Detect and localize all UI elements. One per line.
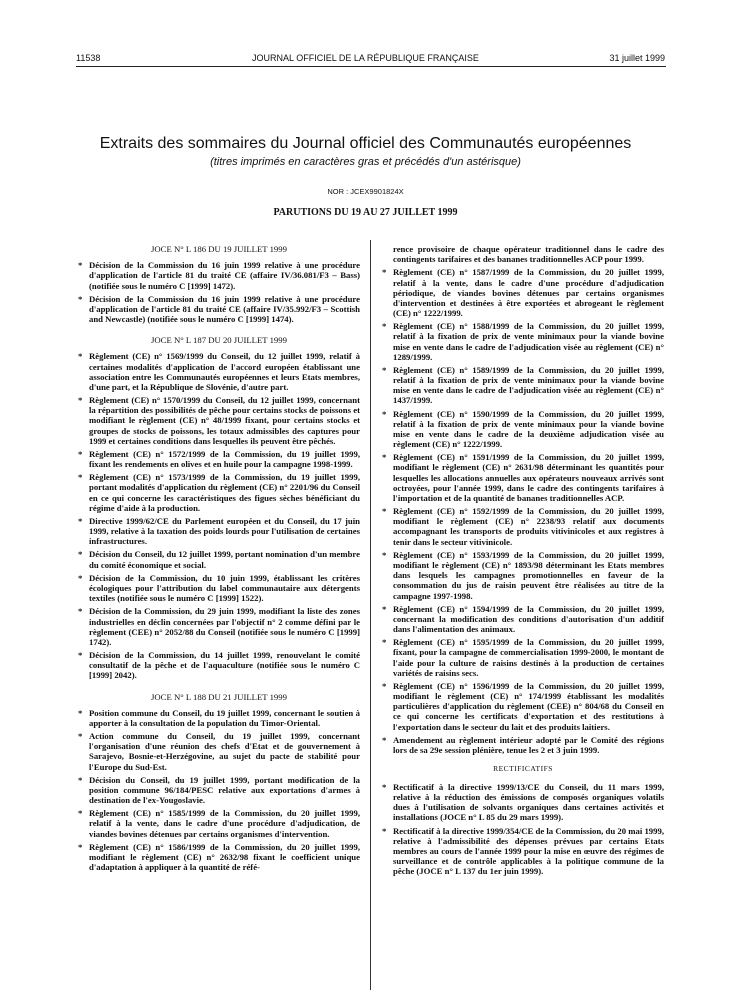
list-item: * Règlement (CE) n° 1587/1999 de la Commission, du 20 juillet 1999, relatif à la vente, dans le cadre d'une procédure d'adjudication périodique, de viandes bovines détenues par certains organismes d'intervention et destinées à être exportées et abrogeant le règlement (CE) n° 1222/1999. — [382, 267, 664, 318]
list-item: * Décision de la Commission, du 14 juillet 1999, renouvelant le comité consultatif de la pêche et de l'aquaculture (notifiée sous le numéro C [1999] 2042). — [78, 650, 360, 681]
section-heading: RECTIFICATIFS — [493, 764, 553, 774]
right-column — [382, 244, 664, 879]
section-heading: JOCE N° L 186 DU 19 JUILLET 1999 — [151, 244, 287, 254]
list-item: * Règlement (CE) n° 1593/1999 de la Commission, du 20 juillet 1999, modifiant le règlement (CE) n° 1893/98 déterminant les Etats membres dans lesquels les campagnes promotionnelles en faveur de la consommation du jus de raisin peuvent être réalisées au titre de la campagne 1997-1998. — [382, 550, 664, 601]
journal-header: JOURNAL OFFICIEL DE LA RÉPUBLIQUE FRANÇAISE — [252, 53, 479, 63]
section-heading: JOCE N° L 187 DU 20 JUILLET 1999 — [151, 335, 287, 346]
list-item: * Amendement au règlement intérieur adopté par le Comité des régions lors de sa 29e session plénière, tenue les 2 et 3 juin 1999. — [382, 735, 664, 755]
section-heading: JOCE N° L 188 DU 21 JUILLET 1999 — [151, 691, 287, 702]
list-item: * Règlement (CE) n° 1589/1999 de la Commission, du 20 juillet 1999, relatif à la fixation de prix de vente minimaux pour la viande bovine mise en vente dans le cadre de l'adjudication visée au règlement (CE) n° 1437/1999. — [382, 365, 664, 406]
list-item: * Règlement (CE) n° 1588/1999 de la Commission, du 20 juillet 1999, relatif à la fixation de prix de vente minimaux pour la viande bovine mise en vente dans le cadre de l'adjudication visée au règlement (CE) n° 1289/1999. — [382, 321, 664, 362]
left-column — [78, 244, 360, 875]
list-item: * Décision du Conseil, du 12 juillet 1999, portant nomination d'un membre du comité économique et social. — [78, 549, 360, 569]
list-item: * Rectificatif à la directive 1999/354/CE de la Commission, du 20 mai 1999, relative à l'admissibilité des dépenses prévues par certains Etats membres au cours de l'année 1999 pour la mise en œuvre des régimes de surveillance et de contrôle applicables à la politique commune de la pêche (JOCE n° L 137 du 1er juin 1999). — [382, 826, 664, 877]
page-title: Extraits des sommaires du Journal officiel des Communautés européennes — [99, 135, 632, 152]
page-number: 11538 — [76, 53, 101, 63]
list-item: * Rectificatif à la directive 1999/13/CE du Conseil, du 11 mars 1999, relative à la réduction des émissions de composés organiques volatils dues à l'utilisation de solvants organiques dans certaines activités et installations (JOCE n° L 85 du 29 mars 1999). — [382, 782, 664, 823]
list-item: * Règlement (CE) n° 1569/1999 du Conseil, du 12 juillet 1999, relatif à certaines modalités d'application de l'accord européen établissant une association entre les Communautés européennes et leurs Etats membres, d'une part, et la République de Slovénie, d'autre part. — [78, 351, 360, 392]
list-item: * Action commune du Conseil, du 19 juillet 1999, concernant l'organisation d'une réunion des chefs d'Etat et de gouvernement à Sarajevo, Bosnie-et-Herzégovine, au sujet du pacte de stabilité pour l'Europe du Sud-Est. — [78, 731, 360, 772]
list-item: * Règlement (CE) n° 1570/1999 du Conseil, du 12 juillet 1999, concernant la répartition des possibilités de pêche pour certains stocks de poissons et modifiant le règlement (CE) n° 48/1999 fixant, pour certains stocks et groupes de stocks de poissons, les totaux admissibles des captures pour 1999 et certaines conditions dans lesquelles ils peuvent être pêchés. — [78, 395, 360, 446]
header-rule — [76, 66, 666, 67]
page-subtitle: (titres imprimés en caractères gras et précédés d'un astérisque) — [210, 156, 521, 168]
nor-reference: NOR : JCEX9901824X — [327, 187, 404, 196]
parutions-heading: PARUTIONS DU 19 AU 27 JUILLET 1999 — [273, 207, 458, 218]
list-item: * Règlement (CE) n° 1585/1999 de la Commission, du 20 juillet 1999, relatif à la vente, dans le cadre d'une procédure d'adjudication, de viandes bovines détenues par certains organismes d'intervention. — [78, 808, 360, 839]
column-divider — [370, 240, 371, 990]
list-item: * Règlement (CE) n° 1590/1999 de la Commission, du 20 juillet 1999, relatif à la fixation de prix de vente minimaux pour la viande bovine mise en vente dans le cadre de la deuxième adjudication visée au règlement (CE) n° 1222/1999. — [382, 409, 664, 450]
list-item: * Règlement (CE) n° 1596/1999 de la Commission, du 20 juillet 1999, modifiant le règlement (CE) n° 174/1999 établissant les modalités particulières d'application du règlement (CEE) n° 804/68 du Conseil en ce qui concerne les certificats d'exportation et des restitutions à l'exportation dans le secteur du lait et des produits laitiers. — [382, 681, 664, 732]
list-item: * Règlement (CE) n° 1573/1999 de la Commission, du 19 juillet 1999, portant modalités d'application du règlement (CE) n° 2201/96 du Conseil en ce qui concerne les caractéristiques des figues sèches bénéficiant du régime d'aide à la production. — [78, 472, 360, 513]
list-item: * Règlement (CE) n° 1595/1999 de la Commission, du 20 juillet 1999, fixant, pour la campagne de commercialisation 1999-2000, le montant de l'aide pour la culture de raisins destinés à la production de certaines variétés de raisins secs. — [382, 637, 664, 678]
list-item: * Règlement (CE) n° 1586/1999 de la Commission, du 20 juillet 1999, modifiant le règlement (CE) n° 2632/98 fixant le coefficient unique d'adaptation à appliquer à la quantité de réfé- — [78, 842, 360, 873]
list-item: * Directive 1999/62/CE du Parlement européen et du Conseil, du 17 juin 1999, relative à la taxation des poids lourds pour l'utilisation de certaines infrastructures. — [78, 516, 360, 547]
list-item: * Décision de la Commission, du 29 juin 1999, modifiant la liste des zones industrielles en déclin concernées par l'objectif n° 2 comme défini par le règlement (CEE) n° 2052/88 du Conseil (notifiée sous le numéro C [1999] 1742). — [78, 606, 360, 647]
list-item: * Décision de la Commission du 16 juin 1999 relative à une procédure d'application de l'article 81 du traité CE (affaire IV/35.992/F3 – Scottish and Newcastle) (notifiée sous le numéro C [1999] 1474). — [78, 294, 360, 325]
list-item: * Position commune du Conseil, du 19 juillet 1999, concernant le soutien à apporter à la consultation de la population du Timor-Oriental. — [78, 708, 360, 728]
header-date: 31 juillet 1999 — [609, 53, 665, 63]
list-item-continuation: rence provisoire de chaque opérateur traditionnel dans le cadre des contingents tarifaires et des bananes traditionnelles ACP pour 1999. — [393, 244, 664, 265]
list-item: * Règlement (CE) n° 1594/1999 de la Commission, du 20 juillet 1999, concernant la modification des conditions d'autorisation d'un additif dans l'alimentation des animaux. — [382, 604, 664, 635]
list-item: * Décision de la Commission, du 10 juin 1999, établissant les critères écologiques pour l'attribution du label communautaire aux détergents textiles (notifiée sous le numéro C [1999] 1522). — [78, 573, 360, 604]
list-item: * Règlement (CE) n° 1572/1999 de la Commission, du 19 juillet 1999, fixant les rendements en olives et en huile pour la campagne 1998-1999. — [78, 449, 360, 469]
list-item: * Règlement (CE) n° 1591/1999 de la Commission, du 20 juillet 1999, modifiant le règlement (CE) n° 2631/98 déterminant les quantités pour lesquelles les allocations annuelles aux opérateurs nouveaux arrivés sont octroyées, pour l'année 1999, dans le cadre des contingents tarifaires à l'importation et de la quantité de bananes traditionnelles ACP. — [382, 452, 664, 503]
list-item: * Règlement (CE) n° 1592/1999 de la Commission, du 20 juillet 1999, modifiant le règlement (CE) n° 2238/93 relatif aux documents accompagnant les transports de produits vitivinicoles et aux registres à tenir dans le secteur vitivinicole. — [382, 506, 664, 547]
list-item: * Décision du Conseil, du 19 juillet 1999, portant modification de la position commune 96/184/PESC relative aux exportations d'armes à destination de l'ex-Yougoslavie. — [78, 775, 360, 806]
list-item: * Décision de la Commission du 16 juin 1999 relative à une procédure d'application de l'article 81 du traité CE (affaire IV/36.081/F3 – Bass) (notifiée sous le numéro C [1999] 1472). — [78, 260, 360, 291]
